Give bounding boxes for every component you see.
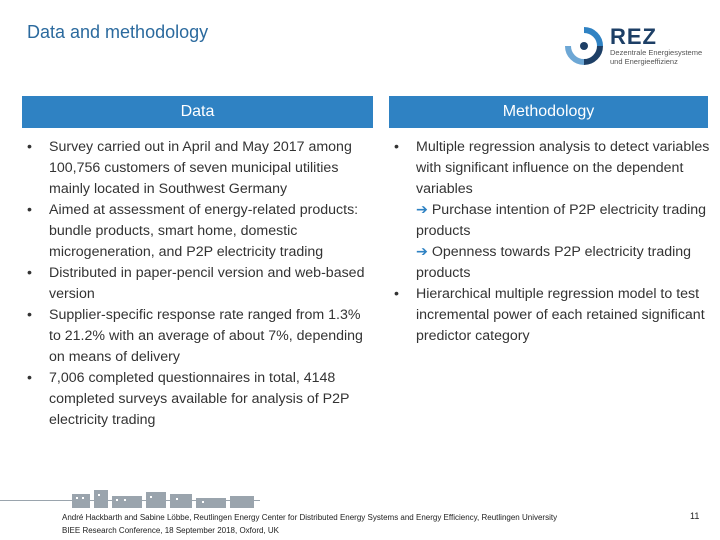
list-item (27, 263, 372, 305)
footer (62, 511, 557, 537)
methodology-column (394, 137, 712, 347)
bullet-icon: • (27, 139, 32, 155)
bullet-text: Supplier-specific response rate ranged from 1.3% to 21.2% with an average of about 7%, depending on means of delivery (49, 307, 363, 365)
bullet-icon: • (27, 307, 32, 323)
bullet-text: Hierarchical multiple regression model to test incremental power of each retained significant predictor category (416, 286, 705, 344)
footer-authors: André Hackbarth and Sabine Löbbe, Reutlingen Energy Center for Distributed Energy Systems and Energy Efficiency, Reutlingen University (62, 513, 558, 522)
footer-decoration (0, 488, 260, 508)
bullet-icon: • (27, 370, 32, 386)
methodology-bullet-list (394, 137, 712, 347)
arrow-right-icon: ➔ (416, 202, 432, 218)
slide-title: Data and methodology (27, 22, 209, 42)
bullet-icon: • (394, 286, 399, 302)
bullet-text: Survey carried out in April and May 2017 among 100,756 customers of seven municipal utilities mainly located in Southwest Germany (49, 139, 352, 197)
sub-item-text: Openness towards P2P electricity trading products (416, 244, 692, 281)
bullet-icon: • (27, 202, 32, 218)
list-item (27, 305, 372, 368)
arrow-right-icon: ➔ (416, 244, 432, 260)
rez-logo-icon (562, 26, 606, 66)
footer-conference: BIEE Research Conference, 18 September 2018, Oxford, UK (62, 526, 280, 535)
data-column-header: Data (22, 96, 373, 128)
list-item (394, 137, 712, 284)
list-item (27, 137, 372, 200)
bullet-text: Multiple regression analysis to detect variables with significant influence on the dependent variables (416, 139, 710, 197)
bullet-icon: • (27, 265, 32, 281)
list-item (27, 200, 372, 263)
sub-item (416, 242, 712, 284)
bullet-text: 7,006 completed questionnaires in total, 4148 completed surveys available for analysis of P2P electricity trading (49, 370, 350, 428)
list-item (27, 368, 372, 431)
rez-logo (562, 24, 712, 66)
data-column (27, 137, 372, 431)
bullet-text: Aimed at assessment of energy-related products: bundle products, smart home, domestic microgeneration, and P2P electricity trading (49, 202, 359, 260)
sub-item (416, 200, 712, 242)
logo-subtitle-line2: und Energieeffizienz (610, 57, 678, 66)
bullet-icon: • (394, 139, 399, 155)
logo-subtitle (610, 48, 702, 66)
data-bullet-list (27, 137, 372, 431)
logo-name: REZ (610, 24, 657, 49)
page-number: 11 (690, 511, 700, 521)
methodology-column-header: Methodology (389, 96, 708, 128)
logo-subtitle-line1: Dezentrale Energiesysteme (610, 48, 703, 57)
sub-item-text: Purchase intention of P2P electricity trading products (416, 202, 707, 239)
bullet-text: Distributed in paper-pencil version and web-based version (49, 265, 365, 302)
list-item (394, 284, 712, 347)
